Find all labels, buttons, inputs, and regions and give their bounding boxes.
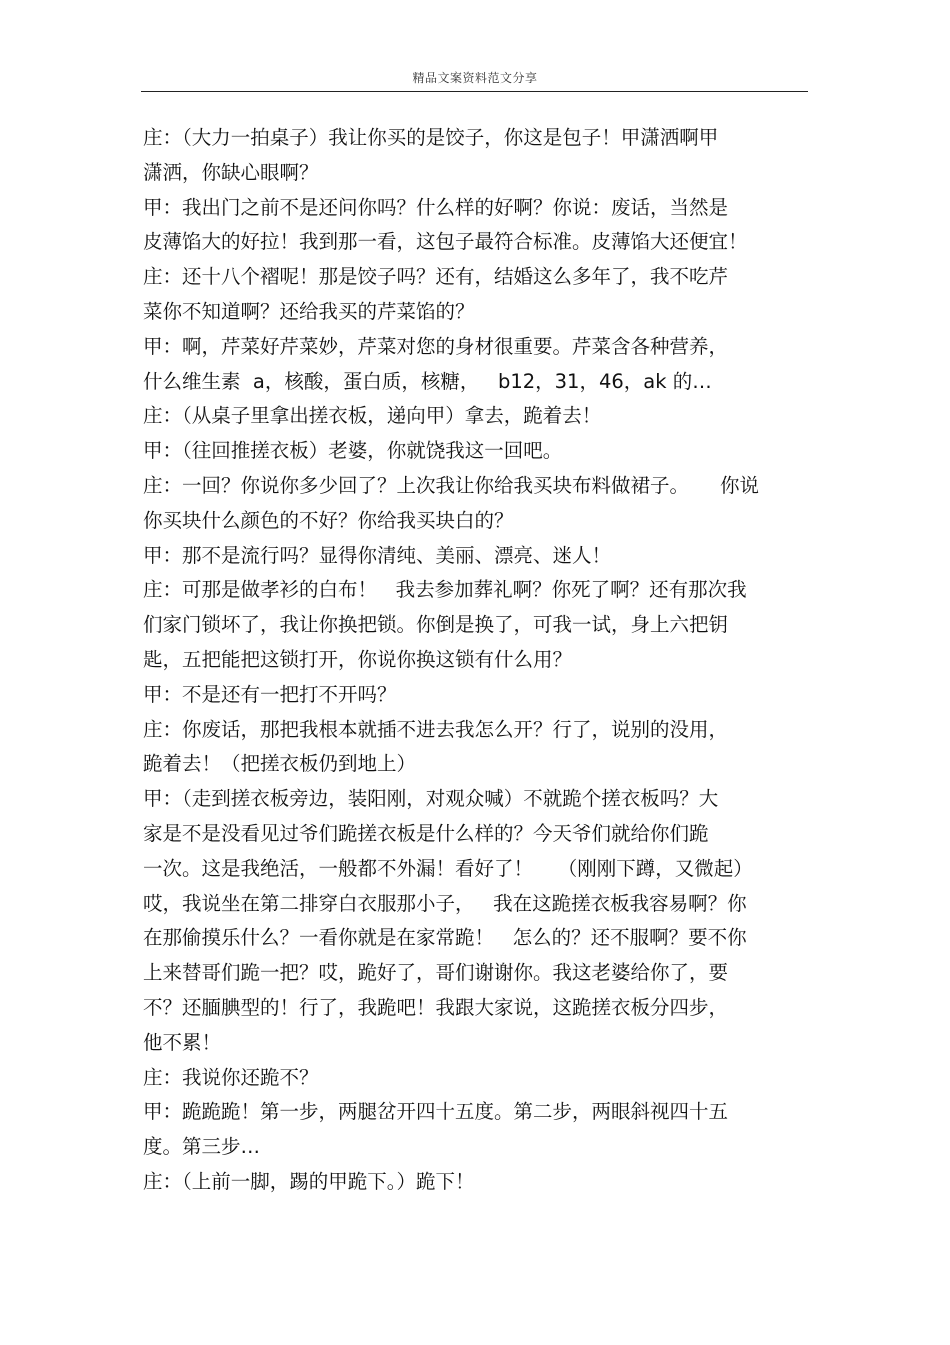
text-line: 上来替哥们跪一把？哎，跪好了，哥们谢谢你。我这老婆给你了，要 [143,961,729,985]
text-line: 庄：我说你还跪不？ [143,1065,319,1089]
text-line: 菜你不知道啊？还给我买的芹菜馅的？ [143,299,475,323]
text-line: 一次。这是我绝活，一般都不外漏！看好了！ （刚刚下蹲，又微起） [143,856,753,880]
text-line: 庄：你废话，那把我根本就插不进去我怎么开？行了，说别的没用， [143,717,729,741]
text-line: 你买块什么颜色的不好？你给我买块白的？ [143,508,514,532]
text-line: 庄：（大力一拍桌子）我让你买的是饺子，你这是包子！甲潇洒啊甲 [143,126,719,149]
text-line: 庄：还十八个褶呢！那是饺子吗？还有，结婚这么多年了，我不吃芹 [143,265,729,289]
text-line: 什么维生素 a，核酸，蛋白质，核糖， b12，31，46，ak 的… [143,369,712,393]
text-line: 甲：啊，芹菜好芹菜妙，芹菜对您的身材很重要。芹菜含各种营养， [143,334,729,358]
dialogue-body [143,121,808,1200]
text-line: 皮薄馅大的好拉！我到那一看，这包子最符合标准。皮薄馅大还便宜！ [143,230,748,254]
text-line: 不？还腼腆型的！行了，我跪吧！我跟大家说，这跪搓衣板分四步， [143,995,729,1019]
header-divider [141,91,808,92]
text-line: 潇洒，你缺心眼啊？ [143,160,319,184]
text-line: 哎，我说坐在第二排穿白衣服那小子， 我在这跪搓衣板我容易啊？你 [143,891,747,915]
text-line: 庄：可那是做孝衫的白布！ 我去参加葬礼啊？你死了啊？还有那次我 [143,578,747,602]
text-line: 在那偷摸乐什么？一看你就是在家常跪！ 怎么的？还不服啊？要不你 [143,926,747,950]
text-line: 家是不是没看见过爷们跪搓衣板是什么样的？今天爷们就给你们跪 [143,821,709,845]
text-line: 甲：我出门之前不是还问你吗？什么样的好啊？你说：废话，当然是 [143,195,729,219]
text-line: 甲：（往回推搓衣板）老婆，你就饶我这一回吧。 [143,439,563,463]
text-line: 庄：（上前一脚，踢的甲跪下。）跪下！ [143,1169,475,1193]
text-line: 甲：跪跪跪！第一步，两腿岔开四十五度。第二步，两眼斜视四十五 [143,1100,729,1124]
text-line: 他不累！ [143,1030,222,1054]
text-line: 度。第三步… [143,1135,261,1159]
text-line: 匙，五把能把这锁打开，你说你换这锁有什么用？ [143,647,573,671]
text-line: 甲：（走到搓衣板旁边，装阳刚，对观众喊）不就跪个搓衣板吗？大 [143,787,719,811]
text-line: 庄：一回？你说你多少回了？上次我让你给我买块布料做裙子。 你说 [143,473,759,497]
text-line: 跪着去！（把搓衣板仍到地上） [143,752,417,776]
page-header-title: 精品文案资料范文分享 [412,71,538,85]
text-line: 们家门锁坏了，我让你换把锁。你倒是换了，可我一试，身上六把钥 [143,613,729,637]
text-line: 甲：不是还有一把打不开吗？ [143,682,397,706]
text-line: 庄：（从桌子里拿出搓衣板，递向甲）拿去，跪着去！ [143,404,602,428]
text-line: 甲：那不是流行吗？显得你清纯、美丽、漂亮、迷人！ [143,543,612,567]
